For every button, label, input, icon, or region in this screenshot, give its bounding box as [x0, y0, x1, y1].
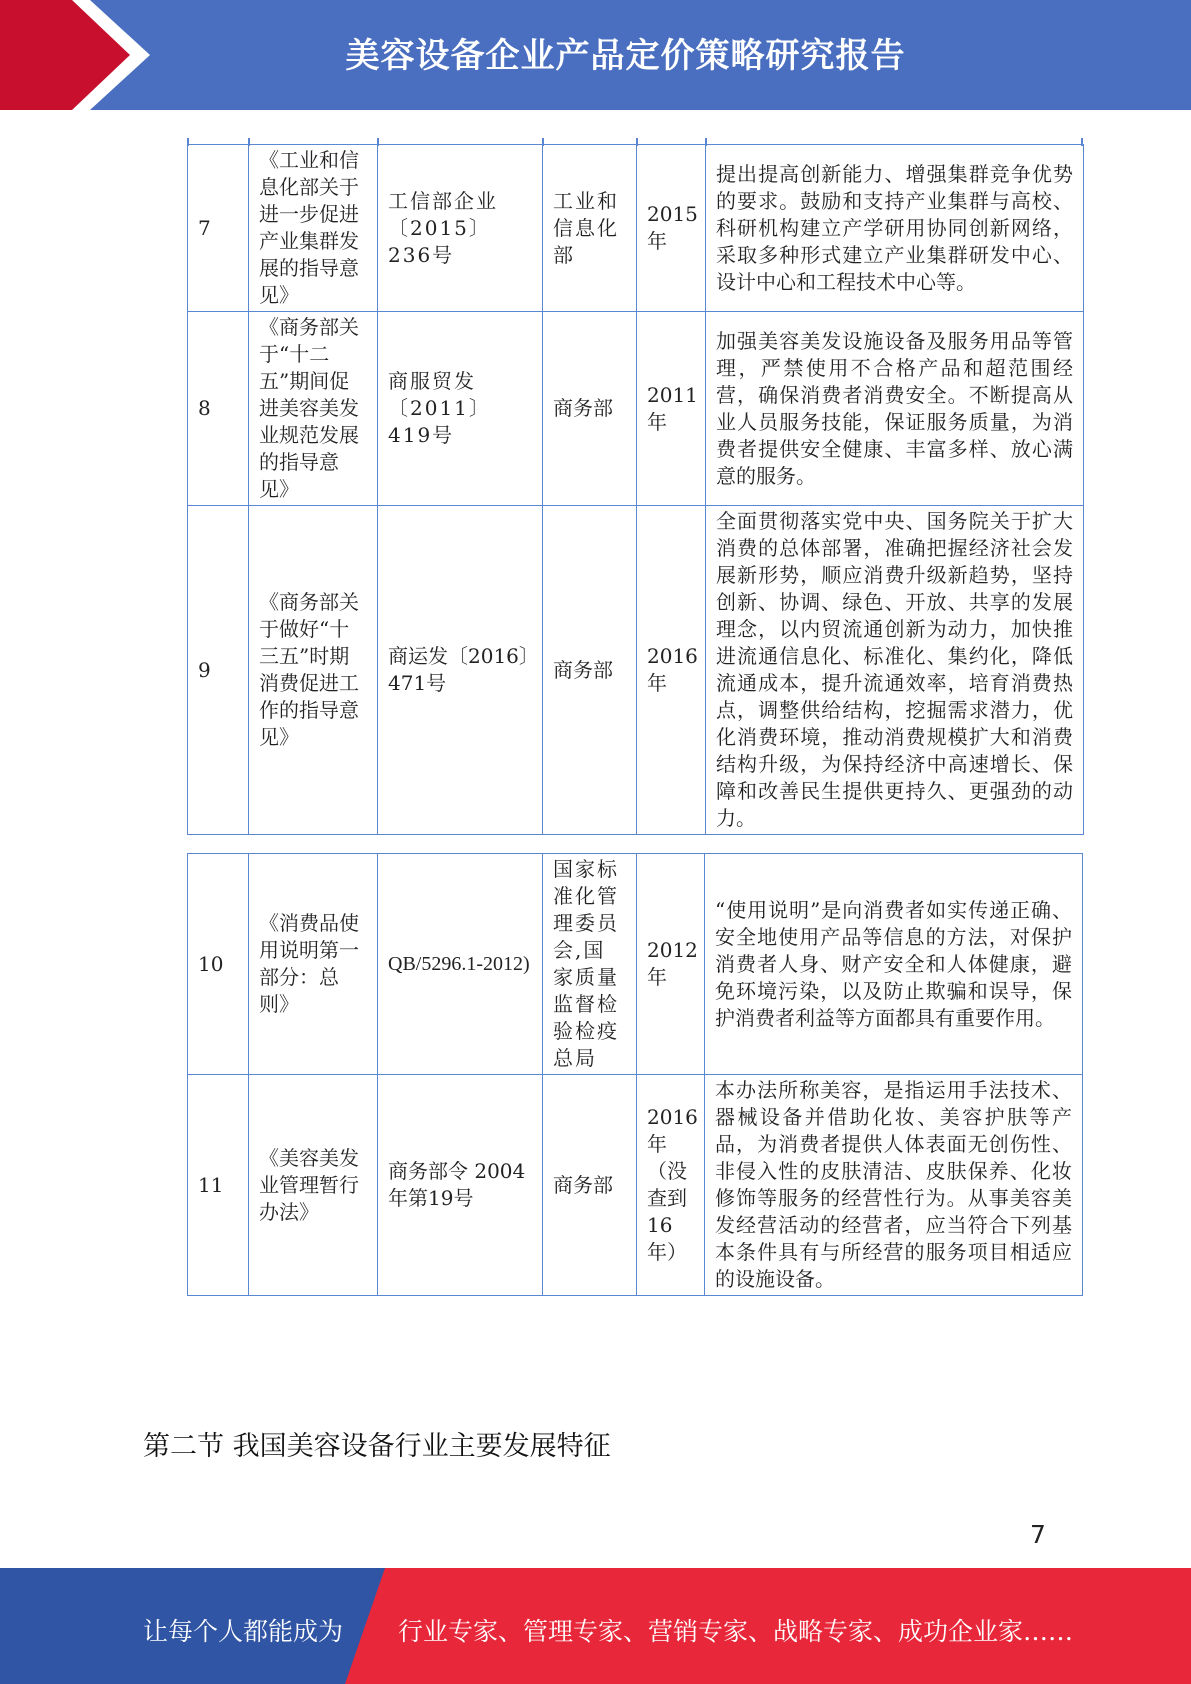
- policy-name: 《商务部关于“十二五”期间促进美容美发业规范发展的指导意见》: [249, 312, 378, 506]
- policy-table-part-2: [187, 853, 1083, 1296]
- table-row: [188, 145, 1084, 312]
- policy-name: 《美容美发业管理暂行办法》: [249, 1075, 378, 1296]
- issue-year: 2015年: [637, 145, 706, 312]
- table-row: [188, 1075, 1083, 1296]
- policy-content: “使用说明”是向消费者如实传递正确、安全地使用产品等信息的方法，对保护消费者人身、财产安全和人体健康，避免环境污染，以及防止欺骗和误导，保护消费者利益等方面都具有重要作用。: [705, 854, 1083, 1075]
- issue-year: 2016年（没查到16年）: [637, 1075, 705, 1296]
- issuing-authority: 商务部: [543, 506, 637, 835]
- row-number: 10: [188, 854, 249, 1075]
- document-number: QB/5296.1-2012): [378, 854, 543, 1075]
- issue-year: 2011年: [637, 312, 706, 506]
- table-row: [188, 312, 1084, 506]
- footer-slogan-left: 让每个人都能成为: [143, 1617, 344, 1646]
- policy-content: 全面贯彻落实党中央、国务院关于扩大消费的总体部署，准确把握经济社会发展新形势，顺应消费升级新趋势，坚持创新、协调、绿色、开放、共享的发展理念，以内贸流通创新为动力，加快推进流通信息化、标准化、集约化，降低流通成本，提升流通效率，培育消费热点，调整供给结构，挖掘需求潜力，优化消费环境，推动消费规模扩大和消费结构升级，为保持经济中高速增长、保障和改善民生提供更持久、更强劲的动力。: [706, 506, 1084, 835]
- report-title: 美容设备企业产品定价策略研究报告: [345, 36, 906, 76]
- row-number: 9: [188, 506, 249, 835]
- row-number: 7: [188, 145, 249, 312]
- policy-content: 提出提高创新能力、增强集群竞争优势的要求。鼓励和支持产业集群与高校、科研机构建立产学研用协同创新网络，采取多种形式建立产业集群研发中心、设计中心和工程技术中心等。: [706, 145, 1084, 312]
- issuing-authority: 商务部: [543, 1075, 637, 1296]
- policy-name: 《商务部关于做好“十三五”时期消费促进工作的指导意见》: [249, 506, 378, 835]
- document-number: 工信部企业〔2015〕236号: [378, 145, 543, 312]
- row-number: 8: [188, 312, 249, 506]
- issue-year: 2012年: [637, 854, 705, 1075]
- table-row: [188, 506, 1084, 835]
- policy-name: 《工业和信息化部关于进一步促进产业集群发展的指导意见》: [249, 145, 378, 312]
- document-number: 商运发〔2016〕471号: [378, 506, 543, 835]
- table-row: [188, 854, 1083, 1075]
- policy-content: 加强美容美发设施设备及服务用品等管理，严禁使用不合格产品和超范围经营，确保消费者消费安全。不断提高从业人员服务技能，保证服务质量，为消费者提供安全健康、丰富多样、放心满意的服务。: [706, 312, 1084, 506]
- issuing-authority: 工业和信息化部: [543, 145, 637, 312]
- footer-slogan-right: 行业专家、管理专家、营销专家、战略专家、成功企业家……: [398, 1617, 1074, 1646]
- row-number: 11: [188, 1075, 249, 1296]
- policy-content: 本办法所称美容，是指运用手法技术、器械设备并借助化妆、美容护肤等产品，为消费者提供人体表面无创伤性、非侵入性的皮肤清洁、皮肤保养、化妆修饰等服务的经营性行为。从事美容美发经营活动的经营者，应当符合下列基本条件具有与所经营的服务项目相适应的设施设备。: [705, 1075, 1083, 1296]
- issuing-authority: 国家标准化管理委员会,国家质量监督检验检疫总局: [543, 854, 637, 1075]
- page-number: 7: [1030, 1520, 1046, 1549]
- page-footer: [0, 1568, 1191, 1684]
- issuing-authority: 商务部: [543, 312, 637, 506]
- section-heading: 第二节 我国美容设备行业主要发展特征: [143, 1431, 611, 1462]
- policy-table-part-1: [187, 144, 1084, 835]
- policy-name: 《消费品使用说明第一部分：总则》: [249, 854, 378, 1075]
- document-number: 商服贸发〔2011〕419号: [378, 312, 543, 506]
- page-header: [0, 0, 1191, 110]
- issue-year: 2016年: [637, 506, 706, 835]
- document-number: 商务部令 2004年第19号: [378, 1075, 543, 1296]
